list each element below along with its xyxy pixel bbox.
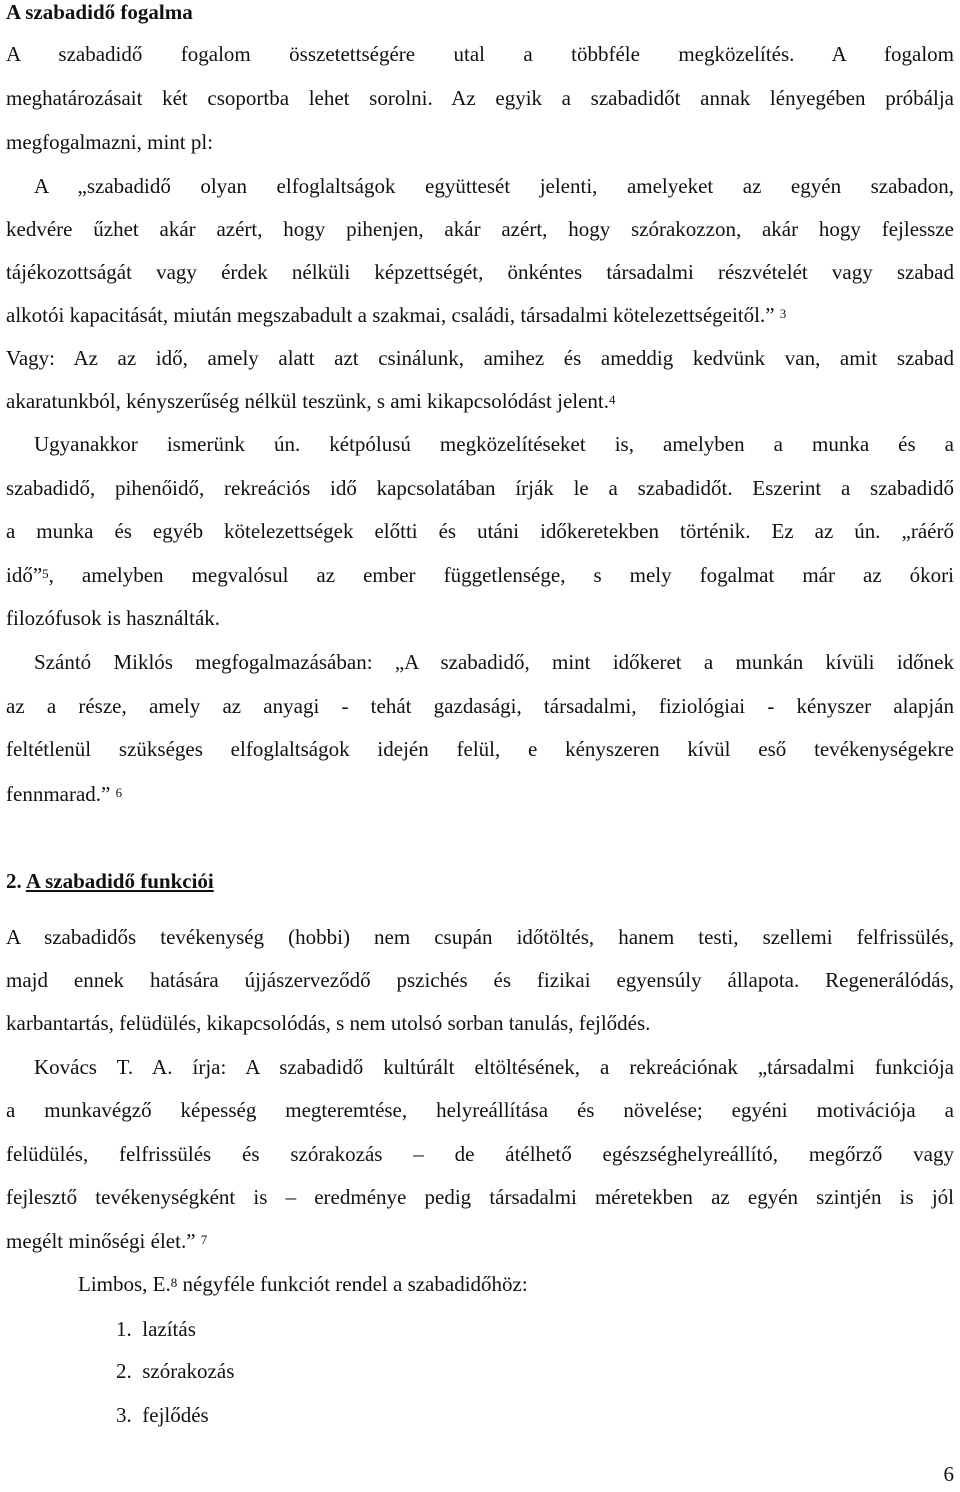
- footnote-ref-5: 5: [42, 566, 49, 581]
- paragraph-line: feltétlenül szükséges elfoglaltságok idején felül, e kényszeren kívül eső tevékenységekre: [6, 737, 954, 761]
- paragraph-line: [6, 389, 954, 415]
- paragraph-line: a munkavégző képesség megteremtése, helyreállítása és növelése; egyéni motivációja a: [6, 1098, 954, 1122]
- quote-line: [6, 303, 954, 329]
- list-item: [116, 1317, 716, 1343]
- list-number: 2.: [116, 1359, 132, 1383]
- list-item: [116, 1359, 716, 1385]
- paragraph-line: meghatározásait két csoportba lehet sorolni. Az egyik a szabadidőt annak lényegében próbálja: [6, 86, 954, 110]
- quote-text: alkotói kapacitását, miután megszabadult a szakmai, családi, társadalmi kötelezettségeitől.”: [6, 303, 775, 327]
- paragraph-text: megélt minőségi élet.”: [6, 1229, 196, 1253]
- paragraph-text: Limbos, E.: [78, 1272, 171, 1296]
- section-number: 2.: [6, 869, 22, 893]
- paragraph-line: Szántó Miklós megfogalmazásában: „A szabadidő, mint időkeret a munkán kívüli időnek: [34, 650, 954, 674]
- paragraph-line: [78, 1272, 954, 1298]
- footnote-ref-4: 4: [609, 392, 616, 407]
- paragraph-line: [6, 1229, 954, 1255]
- paragraph-line: A szabadidős tevékenység (hobbi) nem csupán időtöltés, hanem testi, szellemi felfrissülés,: [6, 925, 954, 949]
- footnote-ref-6: 6: [115, 785, 123, 800]
- list-text: fejlődés: [142, 1403, 209, 1427]
- page-number: 6: [943, 1462, 954, 1486]
- list-number: 3.: [116, 1403, 132, 1427]
- paragraph-line: karbantartás, felüdülés, kikapcsolódás, s nem utolsó sorban tanulás, fejlődés.: [6, 1011, 651, 1035]
- footnote-ref-3: 3: [779, 306, 787, 321]
- list-text: szórakozás: [142, 1359, 235, 1383]
- footnote-ref-8: 8: [170, 1275, 178, 1290]
- paragraph-text: fennmarad.”: [6, 782, 111, 806]
- list-item: [116, 1403, 716, 1429]
- paragraph-line: [6, 563, 954, 589]
- list-text: lazítás: [142, 1317, 196, 1341]
- paragraph-line: fejlesztő tevékenységként is – eredménye pedig társadalmi méretekben az egyén szintjén is jól: [6, 1185, 954, 1209]
- paragraph-line: [6, 782, 954, 808]
- paragraph-line: A szabadidő fogalom összetettségére utal a többféle megközelítés. A fogalom: [6, 42, 954, 66]
- paragraph-line: filozófusok is használták.: [6, 606, 221, 630]
- paragraph-line: Kovács T. A. írja: A szabadidő kultúrált eltöltésének, a rekreációnak „társadalmi funkciója: [34, 1055, 954, 1079]
- quote-line: kedvére űzhet akár azért, hogy pihenjen, akár azért, hogy szórakozzon, akár hogy fejlessze: [6, 217, 954, 241]
- list-number: 1.: [116, 1317, 132, 1341]
- paragraph-line: az a része, amely az anyagi - tehát gazdasági, társadalmi, fiziológiai - kényszer alapján: [6, 694, 954, 718]
- paragraph-line: Vagy: Az az idő, amely alatt azt csinálunk, amihez és ameddig kedvünk van, amit szabad: [6, 346, 954, 370]
- paragraph-text: akaratunkból, kényszerűség nélkül teszünk, s ami kikapcsolódást jelent.: [6, 389, 610, 413]
- paragraph-text: , amelyben megvalósul az ember függetlensége, s mely fogalmat már az ókori: [48, 563, 954, 587]
- section-heading-2: [6, 869, 954, 895]
- paragraph-line: felüdülés, felfrissülés és szórakozás – de átélhető egészséghelyreállító, megőrző vagy: [6, 1142, 954, 1166]
- paragraph-line: majd ennek hatására újjászerveződő pszichés és fizikai egyensúly állapota. Regenerálódás,: [6, 968, 954, 992]
- quote-line: tájékozottságát vagy érdek nélküli képzettségét, önkéntes társadalmi részvételét vagy szabad: [6, 260, 954, 284]
- paragraph-line: szabadidő, pihenőidő, rekreációs idő kapcsolatában írják le a szabadidőt. Eszerint a szabadidő: [6, 476, 954, 500]
- paragraph-text: idő”: [6, 563, 43, 587]
- paragraph-line: megfogalmazni, mint pl:: [6, 130, 214, 154]
- paragraph-line: Ugyanakkor ismerünk ún. kétpólusú megközelítéseket is, amelyben a munka és a: [34, 432, 954, 456]
- footnote-ref-7: 7: [200, 1232, 208, 1247]
- paragraph-line: a munka és egyéb kötelezettségek előtti és utáni időkeretekben történik. Ez az ún. „ráérő: [6, 519, 954, 543]
- section-title: A szabadidő funkciói: [25, 869, 214, 893]
- paragraph-text: négyféle funkciót rendel a szabadidőhöz:: [177, 1272, 528, 1296]
- quote-line: A „szabadidő olyan elfoglaltságok együttesét jelenti, amelyeket az egyén szabadon,: [34, 174, 954, 198]
- section-heading-1: A szabadidő fogalma: [6, 0, 193, 24]
